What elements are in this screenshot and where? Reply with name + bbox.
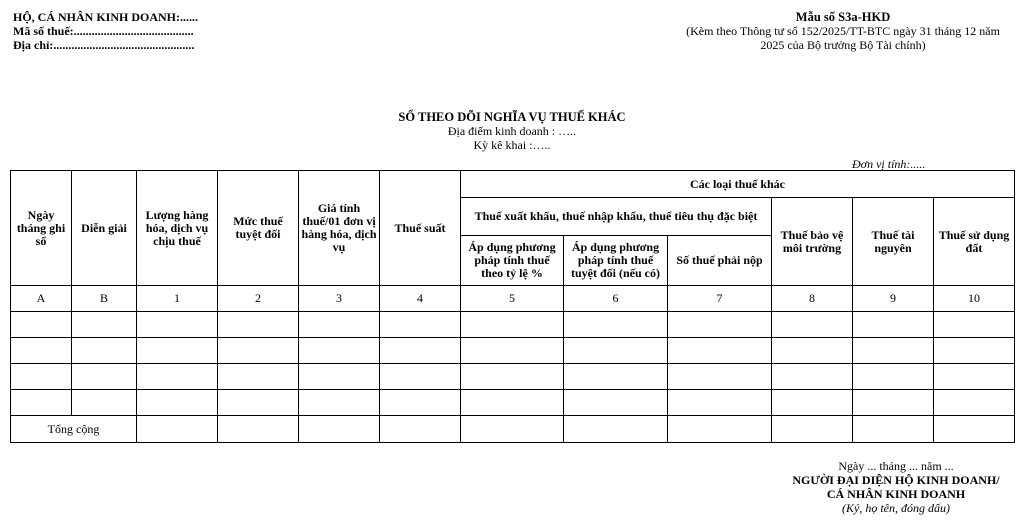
header-percentage-method: Áp dụng phương pháp tính thuế theo tỷ lệ % — [461, 236, 564, 286]
table-cell[interactable] — [461, 338, 564, 364]
address-line: Địa chỉ:............................................... — [13, 38, 195, 52]
ledger-title-block — [0, 110, 1024, 152]
total-label: Tổng cộng — [11, 416, 137, 443]
column-index: A — [11, 286, 72, 312]
table-row — [11, 338, 1015, 364]
table-cell[interactable] — [564, 312, 668, 338]
table-cell[interactable] — [218, 390, 299, 416]
table-cell[interactable] — [218, 312, 299, 338]
total-row — [11, 416, 1015, 443]
table-cell[interactable] — [668, 338, 772, 364]
column-index: B — [72, 286, 137, 312]
header-absolute-method: Áp dụng phương pháp tính thuế tuyệt đối (nếu có) — [564, 236, 668, 286]
table-cell[interactable] — [299, 416, 380, 443]
table-cell[interactable] — [137, 364, 218, 390]
table-cell[interactable] — [461, 364, 564, 390]
table-cell[interactable] — [299, 390, 380, 416]
table-cell[interactable] — [380, 416, 461, 443]
business-name-line: HỘ, CÁ NHÂN KINH DOANH:...... — [13, 10, 198, 24]
column-index-row — [11, 286, 1015, 312]
tax-code-line: Mã số thuế:........................................ — [13, 24, 194, 38]
header-land-use-tax: Thuế sử dụng đất — [934, 198, 1015, 286]
ledger-title: SỔ THEO DÕI NGHĨA VỤ THUẾ KHÁC — [398, 110, 626, 124]
business-header — [13, 10, 198, 52]
header-date: Ngày tháng ghi sổ — [11, 171, 72, 286]
declaration-period-line: Kỳ kê khai :….. — [473, 138, 551, 152]
circular-reference-line1: (Kèm theo Thông tư số 152/2025/TT-BTC ngày 31 tháng 12 năm — [686, 24, 1000, 38]
business-location-line: Địa điểm kinh doanh : ….. — [447, 124, 577, 138]
table-cell[interactable] — [218, 338, 299, 364]
header-other-taxes: Các loại thuế khác — [461, 171, 1015, 198]
table-cell[interactable] — [137, 390, 218, 416]
table-cell[interactable] — [380, 390, 461, 416]
form-number: Mẫu số S3a-HKD — [795, 10, 891, 24]
column-index: 10 — [934, 286, 1015, 312]
table-cell[interactable] — [668, 312, 772, 338]
header-import-export-excise: Thuế xuất khẩu, thuế nhập khẩu, thuế tiêu thụ đặc biệt — [461, 198, 772, 236]
table-cell[interactable] — [299, 338, 380, 364]
header-environment-tax: Thuế bảo vệ môi trường — [772, 198, 853, 286]
table-cell[interactable] — [934, 312, 1015, 338]
header-tax-rate: Thuế suất — [380, 171, 461, 286]
circular-reference-line2: 2025 của Bộ trưởng Bộ Tài chính) — [760, 38, 926, 52]
table-cell[interactable] — [853, 390, 934, 416]
header-absolute-tax-rate: Mức thuế tuyệt đối — [218, 171, 299, 286]
signature-block — [760, 459, 1024, 515]
column-index: 8 — [772, 286, 853, 312]
table-cell[interactable] — [772, 364, 853, 390]
table-row — [11, 390, 1015, 416]
signature-instruction: (Ký, họ tên, đóng dấu) — [842, 501, 950, 515]
column-index: 7 — [668, 286, 772, 312]
table-cell[interactable] — [772, 390, 853, 416]
table-cell[interactable] — [72, 390, 137, 416]
table-cell[interactable] — [380, 312, 461, 338]
table-cell[interactable] — [934, 416, 1015, 443]
table-cell[interactable] — [772, 338, 853, 364]
column-index: 5 — [461, 286, 564, 312]
header-description: Diễn giải — [72, 171, 137, 286]
table-cell[interactable] — [564, 338, 668, 364]
table-cell[interactable] — [853, 364, 934, 390]
table-cell[interactable] — [11, 312, 72, 338]
table-cell[interactable] — [564, 416, 668, 443]
table-cell[interactable] — [380, 338, 461, 364]
column-index: 4 — [380, 286, 461, 312]
representative-title-line2: CÁ NHÂN KINH DOANH — [826, 487, 966, 501]
table-cell[interactable] — [218, 364, 299, 390]
table-cell[interactable] — [461, 416, 564, 443]
table-cell[interactable] — [137, 312, 218, 338]
table-cell[interactable] — [137, 338, 218, 364]
column-index: 3 — [299, 286, 380, 312]
table-cell[interactable] — [11, 338, 72, 364]
table-cell[interactable] — [11, 390, 72, 416]
column-index: 2 — [218, 286, 299, 312]
table-row — [11, 364, 1015, 390]
table-cell[interactable] — [218, 416, 299, 443]
table-cell[interactable] — [934, 338, 1015, 364]
table-cell[interactable] — [461, 390, 564, 416]
table-cell[interactable] — [668, 416, 772, 443]
table-cell[interactable] — [564, 390, 668, 416]
table-cell[interactable] — [72, 364, 137, 390]
column-index: 1 — [137, 286, 218, 312]
unit-of-measure: Đơn vị tính:..... — [852, 157, 926, 171]
table-cell[interactable] — [72, 338, 137, 364]
table-cell[interactable] — [853, 416, 934, 443]
table-cell[interactable] — [772, 312, 853, 338]
table-row — [11, 312, 1015, 338]
signature-date: Ngày ... tháng ... năm ... — [838, 459, 954, 473]
table-cell[interactable] — [380, 364, 461, 390]
header-resource-tax: Thuế tài nguyên — [853, 198, 934, 286]
table-cell[interactable] — [299, 312, 380, 338]
representative-title-line1: NGƯỜI ĐẠI DIỆN HỘ KINH DOANH/ — [792, 473, 1000, 487]
table-cell[interactable] — [668, 390, 772, 416]
table-cell[interactable] — [11, 364, 72, 390]
table-cell[interactable] — [299, 364, 380, 390]
table-cell[interactable] — [564, 364, 668, 390]
tax-ledger-table — [10, 170, 1015, 443]
header-taxable-price: Giá tính thuế/01 đơn vị hàng hóa, dịch vụ — [299, 171, 380, 286]
header-tax-payable: Số thuế phải nộp — [668, 236, 772, 286]
table-cell[interactable] — [461, 312, 564, 338]
column-index: 9 — [853, 286, 934, 312]
table-cell[interactable] — [668, 364, 772, 390]
table-cell[interactable] — [934, 390, 1015, 416]
column-index: 6 — [564, 286, 668, 312]
table-cell[interactable] — [772, 416, 853, 443]
table-cell[interactable] — [72, 312, 137, 338]
table-cell[interactable] — [853, 312, 934, 338]
table-cell[interactable] — [934, 364, 1015, 390]
header-taxable-quantity: Lượng hàng hóa, dịch vụ chịu thuế — [137, 171, 218, 286]
table-cell[interactable] — [137, 416, 218, 443]
form-reference — [668, 10, 1018, 52]
table-cell[interactable] — [853, 338, 934, 364]
